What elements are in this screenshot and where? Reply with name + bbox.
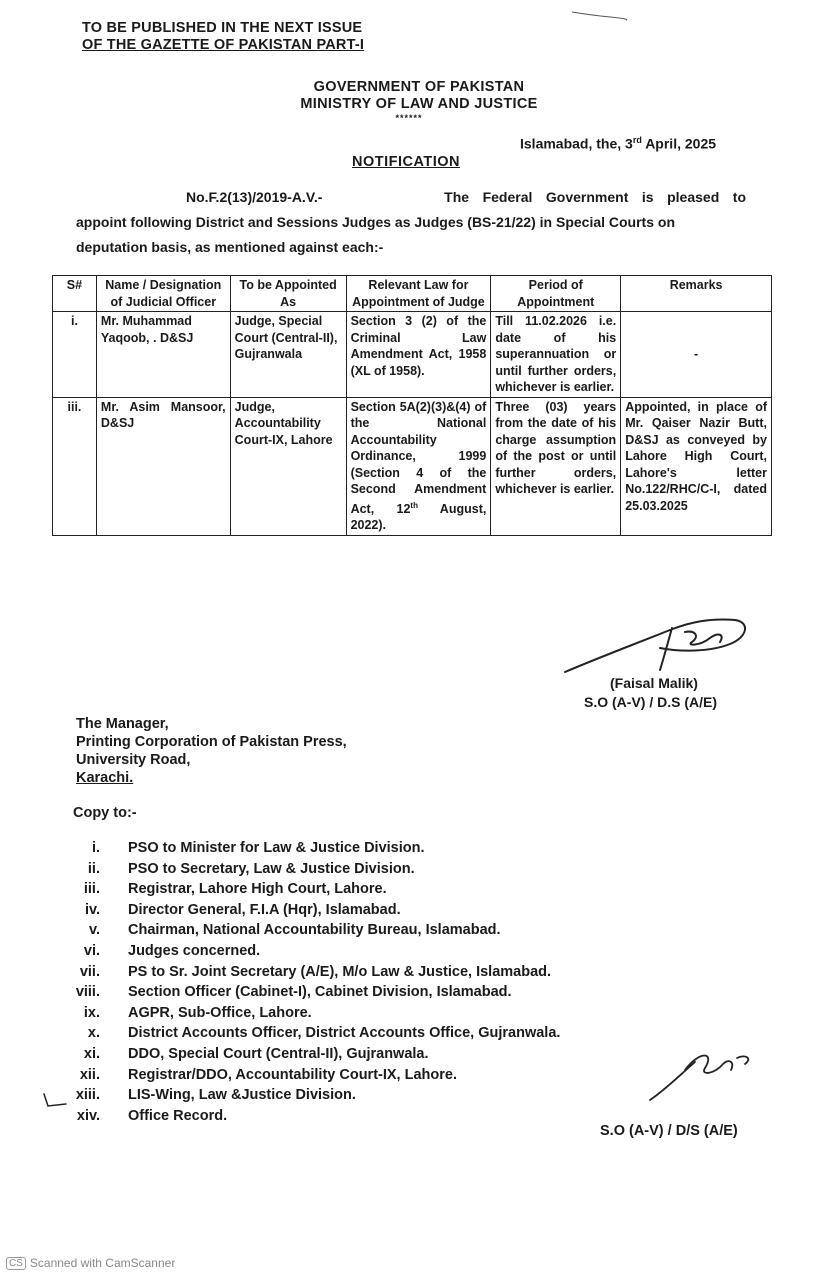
- list-item-number: vii.: [79, 963, 100, 980]
- list-item-number: viii.: [75, 984, 100, 1001]
- tick-mark: [40, 1090, 70, 1110]
- body-line-3: deputation basis, as mentioned against each:-: [76, 239, 384, 255]
- list-item-text: Judges concerned.: [128, 942, 261, 959]
- list-item-number: xi.: [83, 1045, 100, 1062]
- list-item-number: ii.: [87, 860, 100, 877]
- government-title: GOVERNMENT OF PAKISTAN: [313, 79, 525, 95]
- list-item-number: vi.: [83, 942, 100, 959]
- scanner-text: Scanned with CamScanner: [29, 1256, 176, 1270]
- list-item-text: DDO, Special Court (Central-II), Gujranwala.: [128, 1045, 429, 1062]
- list-item-number: xiv.: [76, 1107, 100, 1124]
- appointments-table: [52, 275, 772, 536]
- list-item: [60, 859, 560, 880]
- pen-mark-scribble: [570, 6, 630, 22]
- gazette-header: [82, 20, 364, 54]
- copy-to-heading: Copy to:-: [73, 805, 137, 821]
- cell-remarks: -: [621, 312, 772, 398]
- list-item-text: AGPR, Sub-Office, Lahore.: [128, 1004, 312, 1021]
- list-item-number: v.: [88, 922, 100, 939]
- camscanner-badge: CS: [6, 1257, 26, 1270]
- law-date-suffix: August, 2022).: [350, 501, 487, 533]
- table-row: [53, 397, 772, 535]
- law-text: Section 5A(2)(3)&(4) of the National Accountability Ordinance, 1999 (Section 4 of the Second Amendment Act,: [350, 399, 487, 516]
- signatory-designation: S.O (A-V) / D.S (A/E): [584, 694, 717, 710]
- cell-sno: iii.: [53, 397, 97, 535]
- list-item-text: Office Record.: [128, 1107, 228, 1124]
- law-date-sup: th: [410, 500, 418, 510]
- list-item-text: PSO to Minister for Law & Justice Division.: [128, 840, 425, 856]
- cell-name: Mr. Asim Mansoor, D&SJ: [96, 397, 230, 535]
- list-item-text: Chairman, National Accountability Bureau, Islamabad.: [128, 922, 501, 939]
- list-item-text: Registrar, Lahore High Court, Lahore.: [128, 881, 387, 898]
- cell-appointed: Judge, Special Court (Central-II), Gujranwala: [230, 312, 346, 398]
- list-item: [60, 962, 560, 983]
- stars-separator: ******: [395, 113, 423, 123]
- list-item: [60, 941, 560, 962]
- gazette-line-2: OF THE GAZETTE OF PAKISTAN PART-I: [82, 37, 365, 53]
- list-item-text: PS to Sr. Joint Secretary (A/E), M/o Law & Justice, Islamabad.: [128, 963, 552, 980]
- initials-signature: [645, 1040, 765, 1110]
- date-sup: rd: [632, 135, 642, 145]
- ministry-header: [0, 79, 838, 113]
- ministry-title: MINISTRY OF LAW AND JUSTICE: [300, 96, 538, 112]
- list-item: [60, 900, 560, 921]
- cell-law: [346, 397, 491, 535]
- col-header-period: Period of Appointment: [491, 276, 621, 312]
- reference-line: No.F.2(13)/2019-A.V.- The Federal Government is pleased to: [186, 189, 746, 205]
- body-line-2: appoint following District and Sessions Judges as Judges (BS-21/22) in Special Courts on: [76, 214, 675, 230]
- copy-to-list: [60, 838, 560, 1126]
- address-line-2: Printing Corporation of Pakistan Press,: [76, 734, 347, 750]
- list-item-number: xiii.: [75, 1087, 100, 1104]
- law-date-prefix: 12: [396, 501, 411, 516]
- page-title: NOTIFICATION: [352, 154, 461, 170]
- cell-remarks: Appointed, in place of Mr. Qaiser Nazir Butt, D&SJ as conveyed by Lahore High Court, Lahore's letter No.122/RHC/C-I, dated 25.03.2025: [621, 397, 772, 535]
- list-item: [60, 1065, 560, 1086]
- list-item-text: District Accounts Officer, District Accounts Office, Gujranwala.: [128, 1025, 561, 1042]
- list-item-number: ix.: [83, 1004, 100, 1021]
- table-header-row: [53, 276, 772, 312]
- date-suffix: April, 2025: [641, 135, 717, 152]
- list-item: [60, 1003, 560, 1024]
- col-header-appointed: To be Appointed As: [230, 276, 346, 312]
- cell-period: Three (03) years from the date of his charge assumption of the post or until further orders, whichever is earlier.: [491, 397, 621, 535]
- list-item-number: iv.: [84, 901, 100, 918]
- list-item-text: PSO to Secretary, Law & Justice Division.: [128, 860, 415, 877]
- address-line-4: Karachi.: [76, 770, 134, 786]
- address-line-1: The Manager,: [76, 716, 169, 732]
- list-item-number: x.: [87, 1025, 100, 1042]
- cell-law: Section 3 (2) of the Criminal Law Amendment Act, 1958 (XL of 1958).: [346, 312, 491, 398]
- list-item: [60, 920, 560, 941]
- handwritten-signature: [560, 612, 760, 682]
- list-item: [60, 1085, 560, 1106]
- issue-date: [520, 135, 716, 152]
- cell-period: Till 11.02.2026 i.e. date of his superannuation or until further orders, whichever is earlier.: [491, 312, 621, 398]
- recipient-address: [76, 715, 347, 787]
- date-prefix: Islamabad, the, 3: [520, 135, 633, 152]
- list-item-number: xii.: [79, 1066, 100, 1083]
- list-item: [60, 1044, 560, 1065]
- list-item: [60, 1106, 560, 1127]
- list-item: [60, 838, 560, 859]
- address-line-3: University Road,: [76, 752, 191, 768]
- list-item-text: LIS-Wing, Law &Justice Division.: [128, 1087, 356, 1104]
- col-header-remarks: Remarks: [621, 276, 772, 312]
- col-header-name: Name / Designation of Judicial Officer: [96, 276, 230, 312]
- cell-appointed: Judge, Accountability Court-IX, Lahore: [230, 397, 346, 535]
- list-item: [60, 879, 560, 900]
- signatory-name: (Faisal Malik): [610, 675, 698, 691]
- cell-sno: i.: [53, 312, 97, 398]
- table-row: [53, 312, 772, 398]
- list-item-number: i.: [91, 840, 100, 856]
- list-item-text: Registrar/DDO, Accountability Court-IX, Lahore.: [128, 1066, 457, 1083]
- col-header-sno: S#: [53, 276, 97, 312]
- scanner-watermark: [6, 1256, 175, 1270]
- cell-name: Mr. Muhammad Yaqoob, . D&SJ: [96, 312, 230, 398]
- list-item-text: Section Officer (Cabinet-I), Cabinet Division, Islamabad.: [128, 984, 512, 1001]
- list-item-number: iii.: [83, 881, 100, 898]
- bottom-signatory-designation: S.O (A-V) / D/S (A/E): [600, 1123, 738, 1139]
- gazette-line-1: TO BE PUBLISHED IN THE NEXT ISSUE: [82, 20, 363, 36]
- list-item-text: Director General, F.I.A (Hqr), Islamabad.: [128, 901, 401, 918]
- notification-body: [76, 185, 746, 260]
- col-header-law: Relevant Law for Appointment of Judge: [346, 276, 491, 312]
- list-item: [60, 982, 560, 1003]
- list-item: [60, 1023, 560, 1044]
